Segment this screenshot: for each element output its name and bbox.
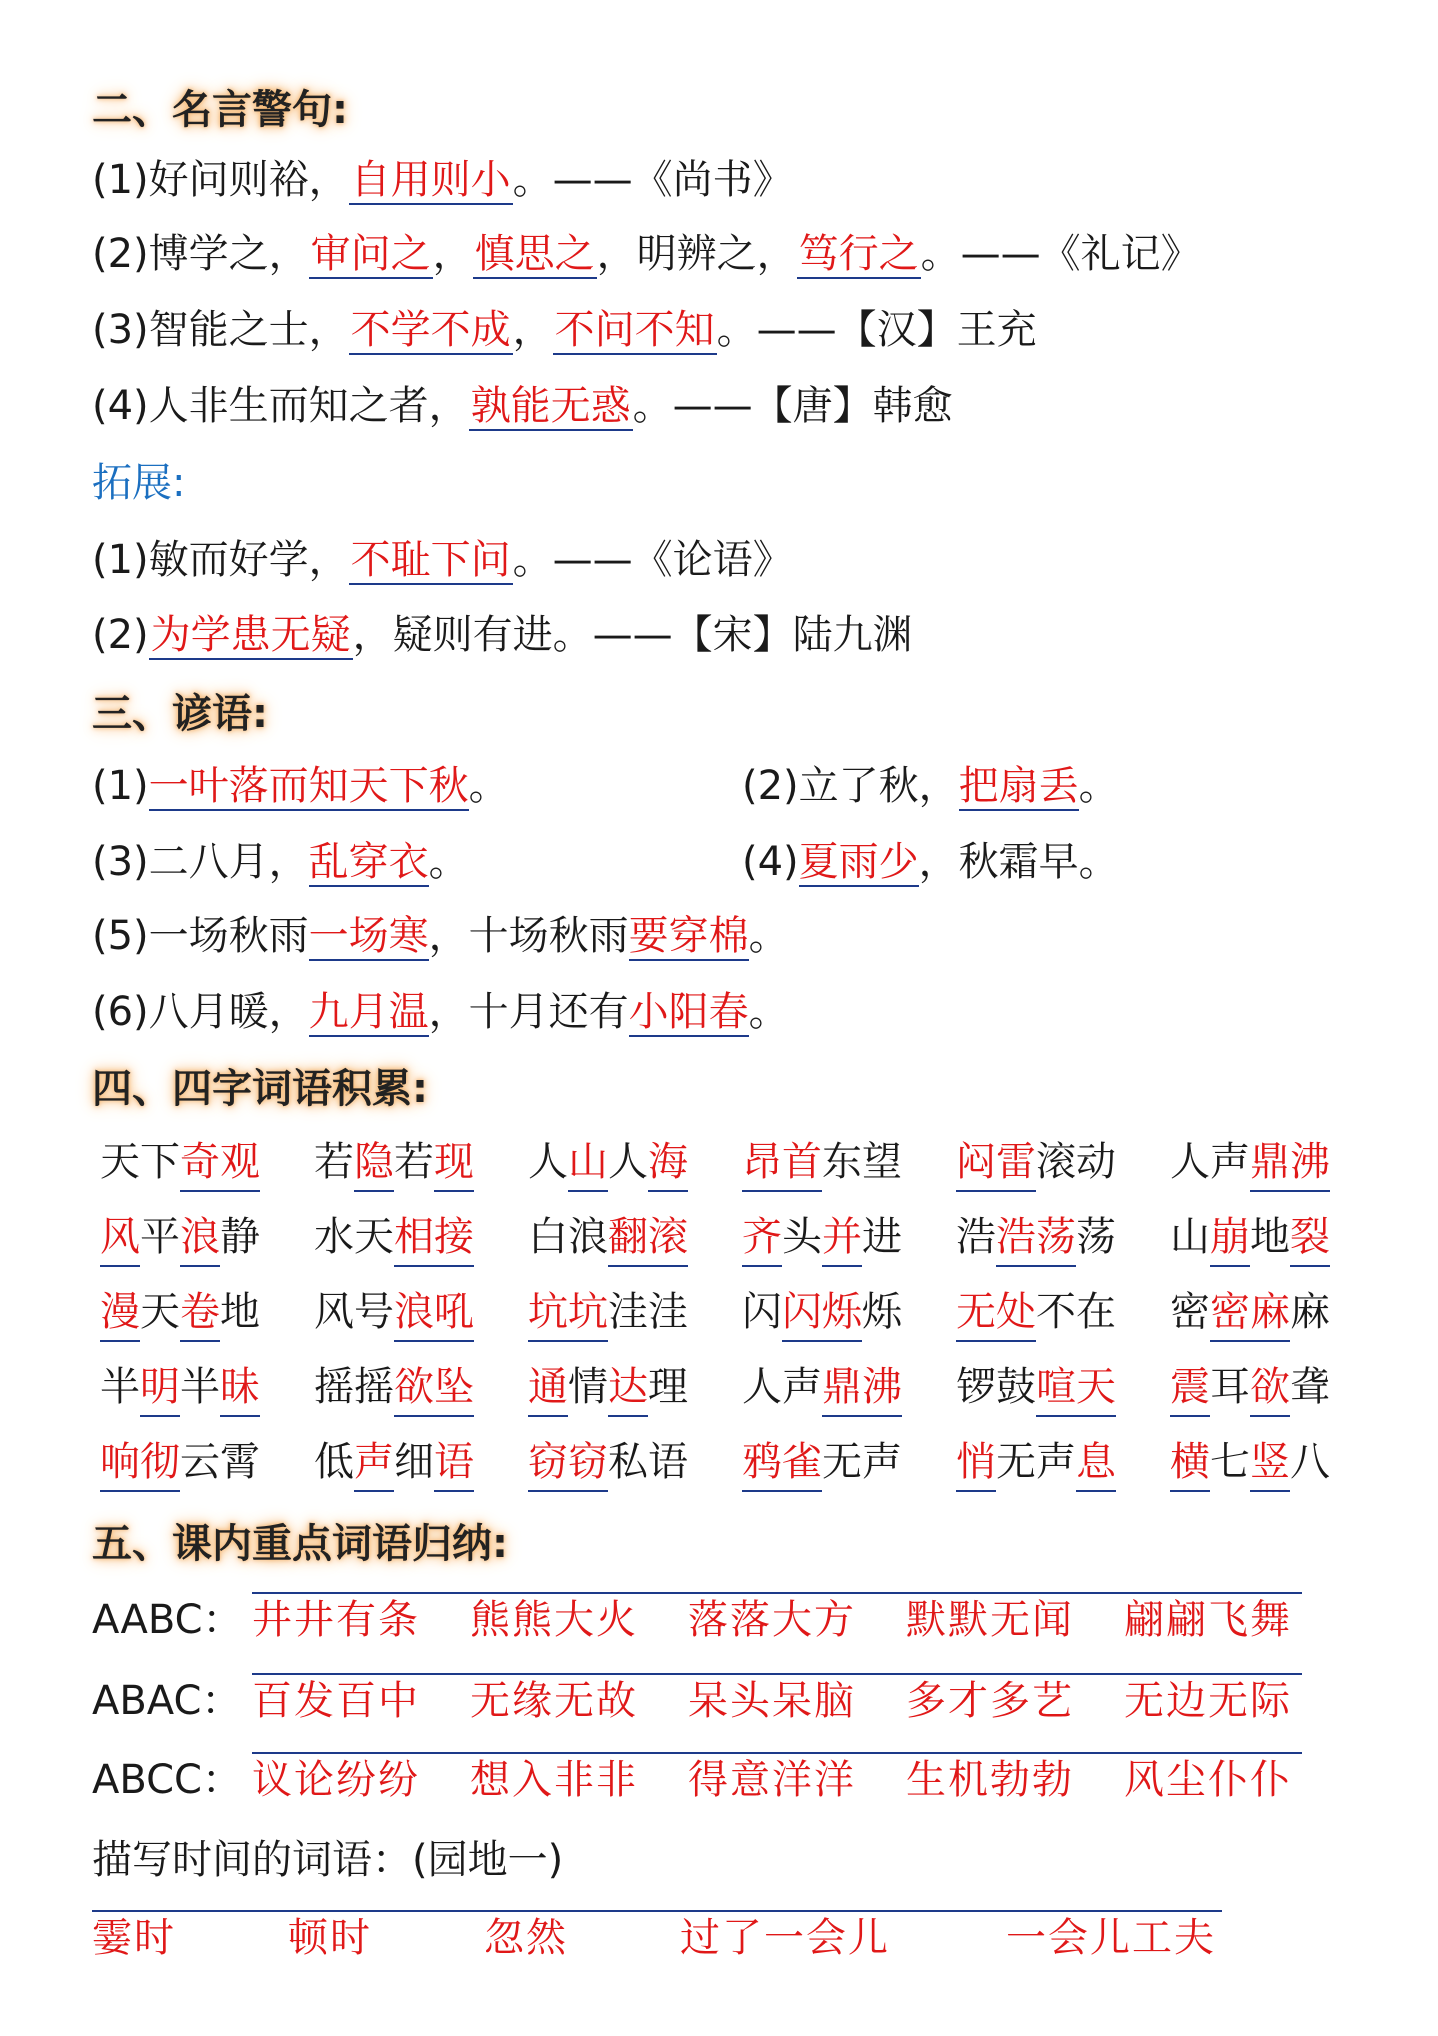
word-char: 头	[782, 1214, 822, 1260]
answer-char: 窃	[568, 1434, 608, 1492]
answer-fill: 把扇丢	[958, 763, 1079, 809]
word-char: 浪	[568, 1214, 608, 1260]
word-char: 耳	[1210, 1364, 1250, 1410]
pattern-word: 落落大方	[688, 1597, 856, 1643]
answer-char: 欲	[1250, 1359, 1290, 1417]
four-char-word	[956, 1434, 1156, 1492]
answer-char: 观	[220, 1134, 260, 1192]
four-char-word	[1170, 1359, 1370, 1417]
answer-char: 竖	[1250, 1434, 1290, 1492]
pattern-word: 无边无际	[1124, 1678, 1292, 1724]
answer-char: 坑	[528, 1284, 568, 1342]
answer-char: 通	[528, 1359, 568, 1417]
word-char: 在	[1076, 1289, 1116, 1335]
pattern-words-row	[252, 1752, 1302, 1803]
answer-fill: 不学不成	[350, 307, 511, 353]
word-char: 无	[996, 1439, 1036, 1485]
answer-char: 响	[100, 1434, 140, 1492]
proverb-text: 。	[748, 989, 789, 1035]
quote-text: ，明辨之，	[596, 231, 797, 277]
word-char: 白	[528, 1214, 568, 1260]
answer-fill: 笃行之	[798, 231, 919, 277]
answer-char: 山	[568, 1134, 608, 1192]
word-char: 闪	[742, 1289, 782, 1335]
answer-char: 无	[956, 1284, 996, 1342]
quote-text: (3)智能之士，	[92, 307, 349, 353]
word-char: 若	[314, 1139, 354, 1185]
quote-text: (2)	[92, 612, 149, 658]
pattern-word: 生机勃勃	[906, 1757, 1074, 1803]
proverb-text: (5)一场秋雨	[92, 913, 309, 959]
four-char-word	[314, 1359, 514, 1417]
answer-fill: 乱穿衣	[308, 839, 429, 885]
answer-fill: 不耻下问	[350, 537, 511, 583]
proverb-row-2	[92, 834, 1332, 890]
answer-fill: 小阳春	[628, 989, 749, 1035]
four-char-word	[1170, 1209, 1370, 1267]
extend-label: 拓展:	[92, 460, 186, 506]
answer-char: 相	[394, 1209, 434, 1267]
answer-char: 滚	[648, 1209, 688, 1267]
answer-char: 荡	[1036, 1209, 1076, 1267]
word-char: 人	[742, 1364, 782, 1410]
proverb-4	[742, 834, 1119, 890]
answer-char: 彻	[140, 1434, 180, 1492]
proverb-row-3	[92, 908, 789, 964]
word-char: 浩	[956, 1214, 996, 1260]
four-char-word	[742, 1134, 942, 1192]
word-char: 八	[1290, 1439, 1330, 1485]
proverb-text: (6)八月暖，	[92, 989, 309, 1035]
quote-text: (1)好问则裕，	[92, 157, 349, 203]
word-char: 麻	[1290, 1289, 1330, 1335]
word-char: 风	[314, 1289, 354, 1335]
answer-char: 吼	[434, 1284, 474, 1342]
word-char: 静	[220, 1214, 260, 1260]
word-char: 地	[220, 1289, 260, 1335]
word-char: 天	[140, 1289, 180, 1335]
word-char: 摇	[314, 1364, 354, 1410]
answer-char: 浪	[180, 1209, 220, 1267]
answer-char: 欲	[394, 1359, 434, 1417]
time-word: 过了一会儿	[680, 1915, 890, 1961]
quote-line-3	[92, 302, 1037, 358]
pattern-label: AABC：	[92, 1597, 243, 1643]
word-char: 霄	[220, 1439, 260, 1485]
four-char-word	[314, 1134, 514, 1192]
quote-text: ，疑则有进。——【宋】陆九渊	[352, 612, 913, 658]
four-char-word	[100, 1284, 300, 1342]
answer-char: 奇	[180, 1134, 220, 1192]
answer-fill: 夏雨少	[798, 839, 919, 885]
section-heading-3: 三、谚语:	[92, 691, 268, 737]
four-char-word	[956, 1359, 1156, 1417]
answer-char: 鸦	[742, 1434, 782, 1492]
four-char-word	[528, 1209, 728, 1267]
word-char: 锣	[956, 1364, 996, 1410]
word-char: 云	[180, 1439, 220, 1485]
word-char: 七	[1210, 1439, 1250, 1485]
word-char: 声	[1210, 1139, 1250, 1185]
proverb-text: ，秋霜早。	[918, 839, 1119, 885]
answer-char: 悄	[956, 1434, 996, 1492]
answer-char: 息	[1076, 1434, 1116, 1492]
word-char: 地	[1250, 1214, 1290, 1260]
answer-char: 明	[140, 1359, 180, 1417]
answer-char: 浪	[394, 1284, 434, 1342]
four-char-word	[528, 1284, 728, 1342]
answer-char: 烁	[822, 1284, 862, 1342]
time-word: 霎时	[92, 1915, 176, 1961]
proverb-text: ，十场秋雨	[428, 913, 629, 959]
time-words-label: 描写时间的词语：(园地一)	[92, 1837, 564, 1883]
word-char: 鼓	[996, 1364, 1036, 1410]
quote-text: ，	[432, 231, 473, 277]
time-word: 顿时	[288, 1915, 372, 1961]
quote-line-4	[92, 378, 953, 434]
proverb-text: 。	[748, 913, 789, 959]
pattern-words-row	[252, 1673, 1302, 1724]
four-char-word	[956, 1209, 1156, 1267]
four-char-word	[742, 1434, 942, 1492]
quote-line-2	[92, 226, 1201, 282]
four-char-word	[100, 1209, 300, 1267]
four-char-word	[742, 1359, 942, 1417]
answer-fill: 要穿棉	[628, 913, 749, 959]
word-char: 人	[608, 1139, 648, 1185]
four-char-word	[100, 1434, 300, 1492]
answer-fill: 自用则小	[350, 157, 511, 203]
answer-char: 麻	[1250, 1284, 1290, 1342]
answer-char: 窃	[528, 1434, 568, 1492]
answer-char: 海	[648, 1134, 688, 1192]
time-word: 忽然	[484, 1915, 568, 1961]
answer-char: 声	[354, 1434, 394, 1492]
answer-fill: 九月温	[308, 989, 429, 1035]
answer-fill: 一场寒	[308, 913, 429, 959]
answer-char: 沸	[862, 1359, 902, 1417]
proverb-text: 。	[428, 839, 469, 885]
answer-char: 翻	[608, 1209, 648, 1267]
word-char: 烁	[862, 1289, 902, 1335]
answer-char: 接	[434, 1209, 474, 1267]
section-heading-2: 二、名言警句:	[92, 87, 348, 133]
quote-text: 。——《尚书》	[512, 157, 793, 203]
word-char: 半	[180, 1364, 220, 1410]
four-char-word	[100, 1134, 300, 1192]
word-char: 洼	[608, 1289, 648, 1335]
answer-char: 喧	[1036, 1359, 1076, 1417]
answer-char: 漫	[100, 1284, 140, 1342]
word-char: 声	[862, 1439, 902, 1485]
answer-char: 闪	[782, 1284, 822, 1342]
word-char: 低	[314, 1439, 354, 1485]
word-char: 下	[140, 1139, 180, 1185]
answer-char: 坑	[568, 1284, 608, 1342]
answer-char: 天	[1076, 1359, 1116, 1417]
proverb-text: ，十月还有	[428, 989, 629, 1035]
word-char: 平	[140, 1214, 180, 1260]
pattern-word: 井井有条	[252, 1597, 420, 1643]
answer-fill: 慎思之	[474, 231, 595, 277]
time-word: 一会儿工夫	[1006, 1915, 1216, 1961]
pattern-words-row	[252, 1592, 1302, 1643]
four-char-word	[742, 1284, 942, 1342]
word-char: 天	[100, 1139, 140, 1185]
answer-char: 并	[822, 1209, 862, 1267]
four-char-word	[1170, 1434, 1370, 1492]
pattern-word: 议论纷纷	[252, 1757, 420, 1803]
four-char-word	[528, 1134, 728, 1192]
four-char-word	[314, 1284, 514, 1342]
answer-char: 现	[434, 1134, 474, 1192]
four-char-word	[1170, 1134, 1370, 1192]
extend-line-2	[92, 607, 913, 663]
proverb-text: (3)二八月，	[92, 839, 309, 885]
proverb-text: (4)	[742, 839, 799, 885]
word-char: 动	[1076, 1139, 1116, 1185]
answer-char: 沸	[1290, 1134, 1330, 1192]
word-char: 望	[862, 1139, 902, 1185]
answer-char: 风	[100, 1209, 140, 1267]
pattern-word: 多才多艺	[906, 1678, 1074, 1724]
answer-char: 闷	[956, 1134, 996, 1192]
word-char: 情	[568, 1364, 608, 1410]
word-char: 理	[648, 1364, 688, 1410]
answer-char: 雷	[996, 1134, 1036, 1192]
answer-char: 密	[1210, 1284, 1250, 1342]
word-char: 声	[1036, 1439, 1076, 1485]
section-heading-4: 四、四字词语积累:	[92, 1066, 428, 1112]
quote-text: (4)人非生而知之者，	[92, 383, 469, 429]
quote-text: 。——《礼记》	[920, 231, 1201, 277]
answer-char: 横	[1170, 1434, 1210, 1492]
quote-line-1	[92, 152, 793, 208]
answer-char: 语	[434, 1434, 474, 1492]
pattern-word: 想入非非	[470, 1757, 638, 1803]
proverb-row-1	[92, 758, 1332, 814]
pattern-label: ABAC：	[92, 1678, 242, 1724]
time-words-row	[92, 1910, 1222, 1961]
word-char: 细	[394, 1439, 434, 1485]
answer-char: 崩	[1210, 1209, 1250, 1267]
answer-char: 达	[608, 1359, 648, 1417]
four-char-word	[314, 1434, 514, 1492]
answer-char: 隐	[354, 1134, 394, 1192]
pattern-word: 百发百中	[252, 1678, 420, 1724]
four-char-word	[528, 1434, 728, 1492]
pattern-word: 得意洋洋	[688, 1757, 856, 1803]
answer-char: 昧	[220, 1359, 260, 1417]
answer-char: 震	[1170, 1359, 1210, 1417]
four-char-word	[1170, 1284, 1370, 1342]
proverb-text: (2)立了秋，	[742, 763, 959, 809]
proverb-2	[742, 758, 1119, 814]
word-char: 聋	[1290, 1364, 1330, 1410]
quote-text: 。——《论语》	[512, 537, 793, 583]
pattern-word: 呆头呆脑	[688, 1678, 856, 1724]
word-char: 滚	[1036, 1139, 1076, 1185]
word-char: 不	[1036, 1289, 1076, 1335]
word-char: 洼	[648, 1289, 688, 1335]
answer-fill: 审问之	[310, 231, 431, 277]
four-char-word	[528, 1359, 728, 1417]
answer-fill: 为学患无疑	[150, 612, 351, 658]
section-heading-5: 五、课内重点词语归纳:	[92, 1521, 508, 1567]
answer-char: 首	[782, 1134, 822, 1192]
word-char: 半	[100, 1364, 140, 1410]
proverb-row-4	[92, 984, 789, 1040]
word-char: 人	[528, 1139, 568, 1185]
four-char-word	[956, 1284, 1156, 1342]
word-char: 密	[1170, 1289, 1210, 1335]
four-char-word	[956, 1134, 1156, 1192]
answer-char: 处	[996, 1284, 1036, 1342]
answer-char: 裂	[1290, 1209, 1330, 1267]
word-char: 摇	[354, 1364, 394, 1410]
answer-char: 坠	[434, 1359, 474, 1417]
answer-char: 齐	[742, 1209, 782, 1267]
word-char: 山	[1170, 1214, 1210, 1260]
pattern-word: 熊熊大火	[470, 1597, 638, 1643]
word-char: 号	[354, 1289, 394, 1335]
answer-char: 鼎	[1250, 1134, 1290, 1192]
answer-char: 卷	[180, 1284, 220, 1342]
word-char: 若	[394, 1139, 434, 1185]
word-char: 语	[648, 1439, 688, 1485]
four-char-word	[742, 1209, 942, 1267]
answer-fill: 孰能无惑	[470, 383, 631, 429]
word-char: 东	[822, 1139, 862, 1185]
answer-char: 昂	[742, 1134, 782, 1192]
pattern-word: 无缘无故	[470, 1678, 638, 1724]
proverb-1	[92, 763, 509, 811]
four-char-word	[100, 1359, 300, 1417]
answer-fill: 一叶落而知天下秋	[148, 763, 469, 809]
proverb-3	[92, 839, 469, 887]
proverb-text: (1)	[92, 763, 149, 809]
quote-text: 。——【唐】韩愈	[632, 383, 953, 429]
pattern-label: ABCC：	[92, 1757, 242, 1803]
proverb-text: 。	[1078, 763, 1119, 809]
quote-text: 。——【汉】王充	[716, 307, 1037, 353]
word-char: 无	[822, 1439, 862, 1485]
answer-char: 鼎	[822, 1359, 862, 1417]
word-char: 水	[314, 1214, 354, 1260]
word-char: 天	[354, 1214, 394, 1260]
pattern-word: 风尘仆仆	[1124, 1757, 1292, 1803]
word-char: 进	[862, 1214, 902, 1260]
answer-fill: 不问不知	[554, 307, 715, 353]
word-char: 人	[1170, 1139, 1210, 1185]
answer-char: 浩	[996, 1209, 1036, 1267]
extend-line-1	[92, 532, 793, 588]
word-char: 荡	[1076, 1214, 1116, 1260]
pattern-word: 默默无闻	[906, 1597, 1074, 1643]
four-char-word	[314, 1209, 514, 1267]
pattern-word: 翩翩飞舞	[1124, 1597, 1292, 1643]
quote-text: ，	[512, 307, 553, 353]
answer-char: 雀	[782, 1434, 822, 1492]
proverb-text: 。	[468, 763, 509, 809]
word-char: 声	[782, 1364, 822, 1410]
word-char: 私	[608, 1439, 648, 1485]
quote-text: (1)敏而好学，	[92, 537, 349, 583]
quote-text: (2)博学之，	[92, 231, 309, 277]
